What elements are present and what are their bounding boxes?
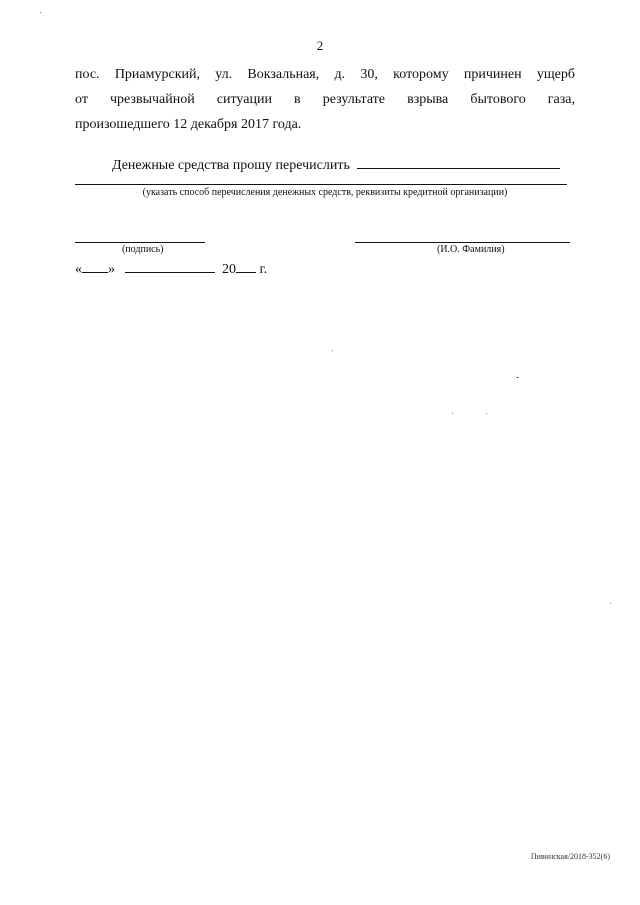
date-close-quote: » xyxy=(108,262,115,277)
date-open-quote: « xyxy=(75,262,82,277)
signature-blank-field[interactable] xyxy=(75,242,205,243)
year-blank-field[interactable] xyxy=(236,259,256,273)
full-name-blank-field[interactable] xyxy=(355,242,570,243)
scan-speck xyxy=(40,12,41,13)
scan-speck xyxy=(610,603,611,604)
full-name-label: (И.О. Фамилия) xyxy=(437,244,505,255)
date-line xyxy=(75,259,267,278)
transfer-hint: (указать способ перечисления денежных средств, реквизиты кредитной организации) xyxy=(142,187,508,198)
signature-label: (подпись) xyxy=(122,244,164,255)
paragraph-line-1: пос. Приамурский, ул. Вокзальная, д. 30, которому причинен ущерб xyxy=(75,67,575,82)
transfer-label: Денежные средства прошу перечислить xyxy=(112,158,350,173)
paragraph-line-3: произошедшего 12 декабря 2017 года. xyxy=(75,117,302,132)
scan-speck xyxy=(452,413,453,414)
year-suffix: г. xyxy=(259,262,268,277)
scan-speck xyxy=(332,350,333,351)
transfer-blank-field[interactable] xyxy=(357,155,560,169)
scan-speck xyxy=(516,377,519,378)
transfer-request-line xyxy=(112,155,560,174)
month-blank-field[interactable] xyxy=(125,259,215,273)
year-prefix: 20 xyxy=(222,262,236,277)
transfer-details-rule[interactable] xyxy=(75,184,567,185)
day-blank-field[interactable] xyxy=(82,259,108,273)
page-number: 2 xyxy=(316,38,324,53)
paragraph-line-2: от чрезвычайной ситуации в результате взрыва бытового газа, xyxy=(75,92,575,107)
scan-speck xyxy=(486,413,487,414)
document-footer-code: Пивинская/2018-352(6) xyxy=(530,852,610,861)
body-paragraph xyxy=(75,62,575,137)
